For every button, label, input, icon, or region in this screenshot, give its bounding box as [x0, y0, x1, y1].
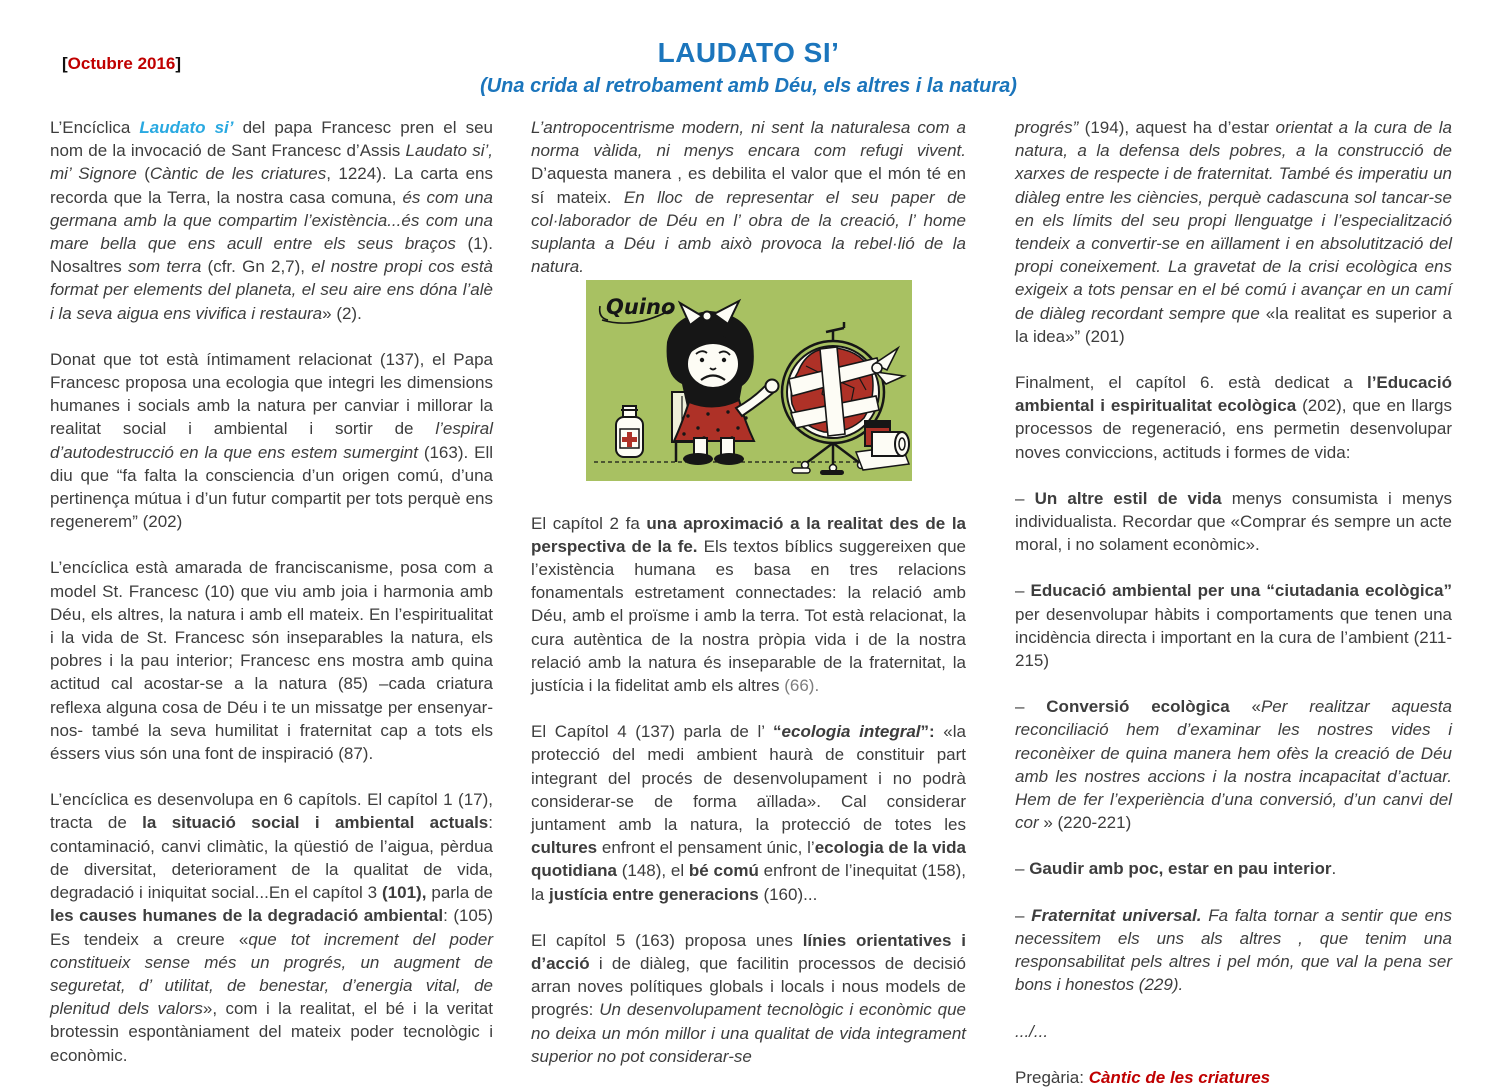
text-segment: El capítol 5 (163) proposa unes: [531, 930, 803, 950]
paragraph: [50, 116, 493, 325]
text-segment: –: [1015, 697, 1047, 717]
text-segment: la situació social i ambiental actuals: [142, 813, 489, 833]
column-middle-bottom: [531, 512, 966, 1068]
text-segment: (: [136, 164, 150, 184]
text-segment: –: [1015, 859, 1030, 879]
document-header: [0, 0, 1497, 114]
text-segment: orientat a la cura de la natura, a la defensa dels pobres, a la construcció de xarxes de respecte i de fraternitat. També és imperatiu un diàleg entre les ciències, perquè cadascuna sol tancar-se en els límits del seu propi llenguatge i l’especialització tendeix a convertir-se en aïllament i en absolutització del propi coneixement. La gravetat de la crisi ecològica ens exigeix a tots pensar en el bé comú i avançar en un camí de diàleg recordant sempre que: [1015, 118, 1452, 323]
paragraph: [1015, 1020, 1452, 1043]
text-segment: som terra: [128, 257, 202, 277]
date-bracket-close: ]: [175, 54, 182, 73]
text-segment: «la protecció del medi ambient haurà de constituir part integrant del procés de desenvolupament i no podrà considerar-se de forma aïllada». Cal considerar juntament amb la natura, la protecció de totes les: [531, 722, 966, 835]
text-segment: –: [1015, 488, 1035, 508]
paragraph: [1015, 371, 1452, 464]
text-segment: Conversió ecològica: [1046, 697, 1230, 717]
text-segment: (163). Ell diu que “fa falta la consciencia d’un origen comú, d’una pertinença mútua i d’un futur compartit per tots perquè ens regenerem” (202): [50, 442, 494, 532]
text-segment: l’espiral d’autodestrucció en la que ens estem sumergint: [50, 419, 493, 462]
title-block: [0, 38, 1497, 98]
text-segment: “: [773, 722, 782, 742]
text-segment: Educació ambiental per una “ciutadania ecològica”: [1030, 581, 1452, 601]
text-segment: (194), aquest ha d’estar: [1078, 118, 1276, 137]
text-segment: «: [1229, 697, 1261, 717]
text-segment: .: [1331, 859, 1337, 879]
text-segment: –: [1015, 581, 1031, 601]
text-segment: », com i la realitat, el bé i la veritat brotessin espontàniament del mateix poder tecnològic i econòmic.: [50, 999, 493, 1065]
paragraph: [1015, 695, 1452, 834]
text-segment: cultures: [531, 838, 598, 858]
text-segment: per desenvolupar hàbits i comportaments que tenen una incidència directa i important en la cura de l’ambient (211-215): [1015, 604, 1452, 671]
paragraph: [1015, 579, 1452, 672]
text-segment: parla de: [426, 883, 493, 903]
paragraph: [50, 788, 493, 1066]
text-segment: » (2).: [322, 303, 362, 323]
text-segment: les causes humanes de la degradació ambiental: [50, 906, 444, 926]
paragraph: [1015, 857, 1452, 880]
paragraph: [531, 720, 966, 906]
paragraph: [50, 348, 493, 534]
text-segment: Un altre estil de vida: [1034, 488, 1222, 508]
text-segment: (101),: [382, 883, 427, 903]
text-segment: menys consumista i menys individualista. Recordar que «Comprar és sempre un acte moral, i no solament econòmic».: [1015, 488, 1452, 555]
text-segment: El Capítol 4 (137) parla de l’: [531, 722, 774, 742]
paragraph: [1015, 487, 1452, 557]
text-segment: L’encíclica està amarada de franciscanisme, posa com a model St. Francesc (10) que viu amb joia i harmonia amb Déu, els altres, la natura i amb ell mateix. En l’espiritualitat i la vida de St. Francesc són inseparables la natura, els pobres i la pau interior; Francesc ens mostra amb quina actitud cal acostar-se a la natura (85) –cada criatura reflexa alguna cosa de Déu i te un missatge per ensenyar-nos- també la seva humilitat i fraternitat cap a tots els éssers vius són una font de inspiració (87).: [50, 558, 493, 764]
text-segment: –: [1015, 905, 1032, 925]
text-segment: (160)...: [758, 884, 818, 904]
paragraph: [531, 512, 966, 698]
text-segment: una aproximació a la realitat des de la perspectiva de la fe.: [531, 513, 966, 556]
text-segment: (148), el: [616, 861, 689, 881]
mafalda-globe-comic: [586, 280, 912, 481]
text-segment: » (220-221): [1038, 813, 1132, 833]
paragraph: [1015, 1066, 1452, 1089]
text-segment: justícia entre generacions: [548, 884, 759, 904]
text-segment: el nostre propi cos està format per elements del planeta, el seu aire ens dóna l’alè i la seva aigua ens vivifica i restaura: [50, 257, 494, 323]
text-segment: Un desenvolupament tecnològic i econòmic que no deixa un món millor i una qualitat de vida integrament superior no pot considerar-se: [531, 1000, 966, 1066]
text-segment: que tot increment del poder constitueix sense més un progrés, un augment de seguretat, d’ utilitat, de benestar, d’energia vital, de plenitud dels valors: [50, 929, 493, 1019]
text-segment: L’antropocentrisme modern, ni sent la naturalesa com a norma vàlida, ni menys encara com refugi vivent.: [531, 118, 966, 161]
paragraph: [1015, 116, 1452, 348]
text-segment: (cfr. Gn 2,7),: [201, 257, 312, 277]
text-segment: és com una germana amb la que compartim l’existència...és com una mare bella que ens acull entre els seus braços: [50, 187, 493, 254]
paragraph: [50, 556, 493, 765]
text-segment: Càntic de les criatures: [1088, 1067, 1271, 1087]
text-segment: ”:: [920, 722, 935, 742]
text-segment: enfront el pensament únic, l’: [597, 838, 815, 858]
column-middle-top: [531, 116, 966, 278]
page-title: LAUDATO SI’: [657, 37, 840, 68]
column-left: [50, 116, 494, 1065]
text-segment: Fraternitat universal.: [1031, 905, 1202, 925]
text-segment: Donat que tot està íntimament relacionat (137), el Papa Francesc proposa una ecologia que integri les dimensions humanes i socials amb la natura per canviar i millorar la realitat social i ambiental i sortir de: [50, 349, 493, 439]
text-segment: l’Educació ambiental i espiritualitat ecològica: [1015, 373, 1452, 416]
text-segment: Els textos bíblics suggereixen que l’existència humana es basa en tres relacions fonamentals estretament connectades: la relació amb Déu, amb el proïsme i amb la terra. Tot està relacionat, la cura autèntica de la nostra pròpia vida i de la nostra relació amb la natura és inseparable de la fraternitat, la justícia i la fidelitat amb els altres: [531, 536, 966, 696]
text-segment: L’encíclica es desenvolupa en 6 capítols. El capítol 1 (17), tracta de: [50, 790, 493, 833]
text-segment: : contaminació, canvi climàtic, la qüestió de l’aigua, pèrdua de diversitat, deteriorament de la qualitat de vida, degradació i iniquitat social...En el capítol 3: [50, 813, 493, 903]
text-segment: (1). Nosaltres: [50, 234, 493, 277]
text-segment: Laudato si’: [139, 118, 234, 137]
text-segment: D’aquesta manera , es debilita el valor que el món té en sí mateix.: [531, 164, 966, 207]
comic-figure: [531, 280, 966, 487]
text-segment: Per realitzar aquesta reconciliació hem d’examinar les nostres vides i reconèixer de quina manera hem ofès la creació de Déu amb les nostres accions i la nostra incapacitat d’actuar. Hem de fer l’experiència d’una conversió, d’un canvi del cor: [1015, 697, 1452, 833]
svg-text:Quino: Quino: [605, 295, 675, 320]
column-right: [1015, 116, 1453, 1087]
text-segment: del papa Francesc pren el seu nom de la invocació de Sant Francesc d’Assis: [50, 118, 494, 161]
text-segment: i de diàleg, que facilitin processos de decisió arran noves polítiques globals i locals i nous models de progrés:: [531, 954, 966, 1020]
text-segment: Càntic de les criatures: [149, 164, 327, 184]
date-bracket-open: [: [62, 54, 68, 73]
text-segment: (66).: [784, 676, 820, 696]
text-segment: (202), que en llargs processos de regeneració, ens permetin desenvolupar noves conviccions, actituds i formes de vida:: [1015, 396, 1453, 462]
text-segment: L’Encíclica: [50, 118, 140, 137]
text-segment: Fa falta tornar a sentir que ens necessitem els uns als altres , que tenim una responsabilitat pels altres i pel món, que val la pena ser bons i honestos (229).: [1015, 905, 1452, 995]
date-text: Octubre 2016: [67, 54, 176, 73]
text-segment: ecologia integral: [781, 722, 921, 742]
paragraph: [531, 116, 966, 278]
text-segment: , 1224). La carta ens recorda que la Terra, la nostra casa comuna,: [50, 164, 493, 207]
text-segment: : (105) Es tendeix a creure «: [50, 906, 494, 949]
text-segment: enfront de l’inequitat (158), la: [531, 861, 967, 904]
text-segment: Laudato si’, mi’ Signore: [50, 141, 494, 184]
text-segment: El capítol 2 fa: [531, 513, 647, 533]
text-segment: Gaudir amb poc, estar en pau interior: [1029, 859, 1332, 879]
text-segment: «la realitat es superior a la idea»” (201): [1015, 303, 1452, 346]
page-subtitle: (Una crida al retrobament amb Déu, els altres i la natura): [480, 74, 1017, 97]
text-segment: .../...: [1015, 1021, 1049, 1041]
quino-signature: [599, 295, 675, 323]
text-segment: ecologia de la vida quotidiana: [531, 838, 966, 881]
three-column-body: [50, 116, 1453, 1087]
paragraph: [1015, 904, 1452, 997]
text-segment: En lloc de representar el seu paper de col·laborador de Déu en l’ obra de la creació, l’ home suplanta a Déu i amb això provoca la rebel·lió de la natura.: [531, 187, 966, 277]
paragraph: [531, 929, 966, 1068]
text-segment: línies orientatives i d’acció: [531, 930, 966, 974]
text-segment: Finalment, el capítol 6. està dedicat a: [1015, 373, 1367, 393]
text-segment: progrés”: [1015, 118, 1079, 137]
text-segment: bé comú: [688, 861, 759, 881]
column-middle: [531, 116, 967, 1066]
text-segment: Pregària:: [1015, 1067, 1089, 1087]
